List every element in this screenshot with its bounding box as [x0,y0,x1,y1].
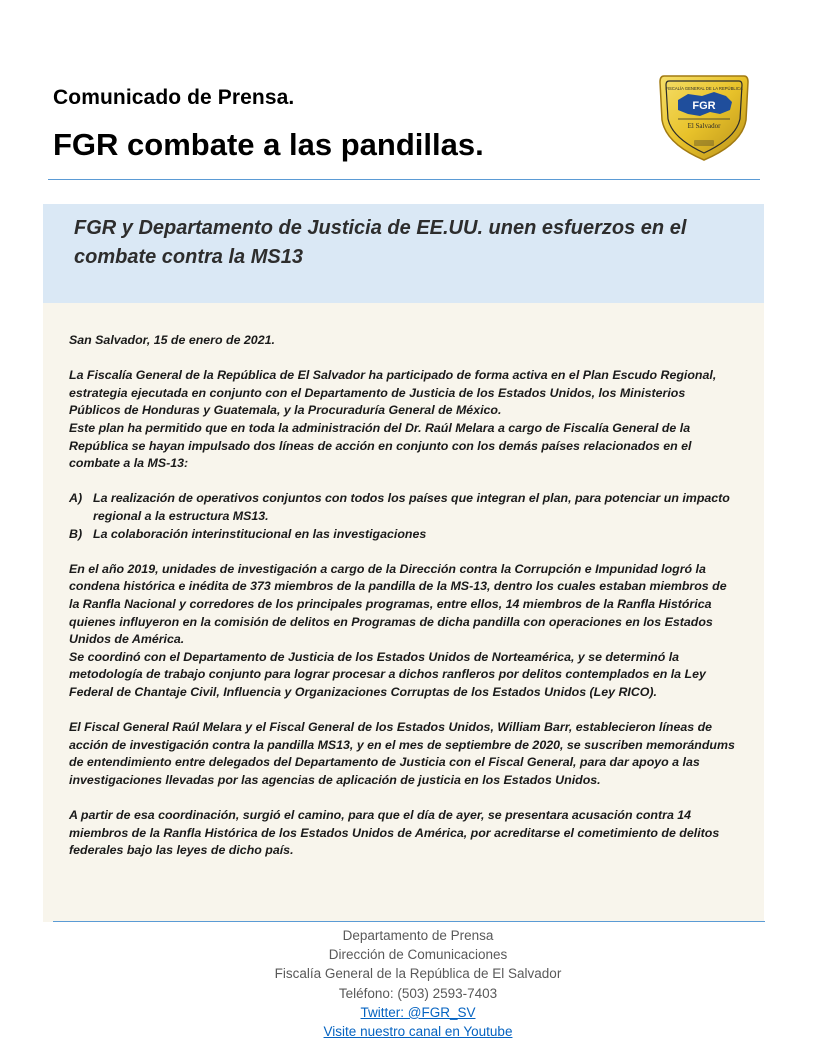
logo-top-text: FISCALÍA GENERAL DE LA REPÚBLICA [665,86,743,91]
list-item [69,490,739,525]
logo-acronym: FGR [692,100,716,112]
paragraph-3: En el año 2019, unidades de investigación a cargo de la Dirección contra la Corrupción e Impunidad logró la condena histórica e inédita de 373 miembros de la pandilla de la MS-13, dentro los cuales estaban miembros de la Ranfla Nacional y corredores de los principales programas, entre ellos, 14 miembros de la Ranfla Histórica quienes influyeron en la comisión de delitos en Programas de dicha pandilla con operaciones en los Estados Unidos de América. [69,561,727,647]
footer [43,926,793,1041]
list-marker: A) [69,491,83,506]
footer-department: Departamento de Prensa [342,928,494,943]
list-text: La colaboración interinstitucional en las investigaciones [93,526,427,541]
footer-divider [53,921,765,922]
footer-institution: Fiscalía General de la República de El Salvador [274,966,562,982]
footer-direction: Dirección de Comunicaciones [328,947,508,963]
paragraph-1: La Fiscalía General de la República de El Salvador ha participado de forma activa en el Plan Escudo Regional, estrategia ejecutada en conjunto con el Departamento de Justicia de los Estados Unidos, los Ministerios Públicos de Honduras y Guatemala, y la Procuraduría General de México. [69,368,717,418]
press-release-label: Comunicado de Prensa. [53,86,295,109]
paragraph-2: Este plan ha permitido que en toda la administración del Dr. Raúl Melara a cargo de Fiscalía General de la República se hayan impulsado dos líneas de acción en conjunto con los demás países relacionados en el combate a la MS-13: [69,420,692,471]
headline: FGR y Departamento de Justicia de EE.UU. unen esfuerzos en el combate contra la MS13 [74,217,687,268]
header-divider [48,179,760,180]
article-content [69,332,739,860]
logo-country: El Salvador [687,122,721,130]
paragraph-6: A partir de esa coordinación, surgió el camino, para que el día de ayer, se presentara acusación contra 14 miembros de la Ranfla Histórica de los Estados Unidos de América, por acreditarse el cometimiento de delitos federales bajo las leyes de dicho país. [69,808,720,858]
youtube-link[interactable]: Visite nuestro canal en Youtube [323,1024,513,1040]
headline-box [43,204,764,303]
dateline: San Salvador, 15 de enero de 2021. [69,333,275,347]
twitter-link[interactable]: Twitter: @FGR_SV [360,1004,476,1020]
footer-phone: Teléfono: (503) 2593-7403 [338,985,498,1001]
article-body-box [43,303,764,922]
list-text: La realización de operativos conjuntos con todos los países que integran el plan, para potenciar un impacto regional a la estructura MS13. [93,491,730,523]
list-marker: B) [69,526,83,541]
list-item [69,526,739,544]
paragraph-5: El Fiscal General Raúl Melara y el Fiscal General de los Estados Unidos, William Barr, establecieron líneas de acción de investigación contra la pandilla MS13, y en el mes de septiembre de 2020, se suscriben memorándums de entendimiento entre delegados del Departamento de Justicia con el Fiscal General, para dar apoyo a las investigaciones llevadas por las agencias de aplicación de justicia en los Estados Unidos. [69,720,735,787]
page-title: FGR combate a las pandillas. [53,127,484,162]
paragraph-4: Se coordinó con el Departamento de Justicia de los Estados Unidos de Norteamérica, y se determinó la metodología de trabajo conjunto para lograr procesar a dichos ranfleros por delitos contemplados en la Ley Federal de Chantaje Civil, Influencia y Organizaciones Corruptas de los Estados Unidos (Ley RICO). [69,649,706,699]
fgr-shield-logo [656,72,752,162]
